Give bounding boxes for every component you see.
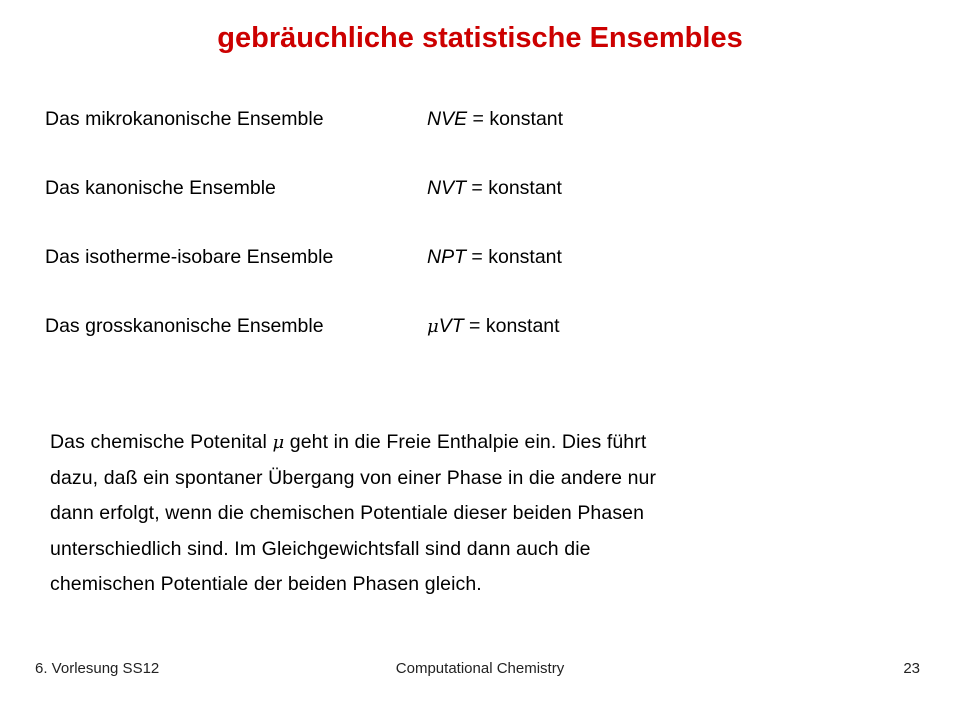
ensemble-row xyxy=(45,242,645,311)
paragraph-line: dazu, daß ein spontaner Übergang von einer Phase in die andere nur xyxy=(50,466,657,489)
paragraph-text: geht in die Freie Enthalpie ein. Dies führt xyxy=(284,431,647,453)
ensemble-row xyxy=(45,173,645,242)
paragraph-line: chemischen Potentiale der beiden Phasen gleich. xyxy=(50,573,482,595)
ensemble-name: Das kanonische Ensemble xyxy=(45,177,276,199)
mu-symbol: μ xyxy=(272,432,285,453)
paragraph-line: unterschiedlich sind. Im Gleichgewichtsfall sind dann auch die xyxy=(50,537,591,560)
explanation-paragraph xyxy=(50,425,810,603)
ensemble-name: Das grosskanonische Ensemble xyxy=(45,315,324,337)
ensemble-formula xyxy=(427,104,563,134)
ensemble-suffix: = konstant xyxy=(467,108,564,130)
ensemble-suffix: = konstant xyxy=(466,246,562,268)
ensemble-variables: NVT xyxy=(427,177,466,199)
ensemble-variables: NVE xyxy=(427,108,468,130)
paragraph-line: dann erfolgt, wenn die chemischen Potentiale dieser beiden Phasen xyxy=(50,502,645,524)
ensemble-suffix: = konstant xyxy=(466,177,562,199)
ensemble-name: Das mikrokanonische Ensemble xyxy=(45,108,324,130)
ensemble-formula xyxy=(427,311,560,342)
footer-lecture: 6. Vorlesung SS12 xyxy=(35,660,160,677)
ensemble-row xyxy=(45,104,645,173)
ensemble-variables: VT xyxy=(438,315,464,337)
page-number: 23 xyxy=(903,660,920,677)
ensemble-list xyxy=(45,104,645,380)
paragraph-line xyxy=(50,425,810,461)
ensemble-formula xyxy=(427,173,562,203)
ensemble-suffix: = konstant xyxy=(463,315,560,337)
ensemble-row xyxy=(45,311,645,380)
slide-title: gebräuchliche statistische Ensembles xyxy=(217,22,743,54)
paragraph-text: Das chemische Potenital xyxy=(50,431,273,453)
footer-course: Computational Chemistry xyxy=(395,660,565,677)
ensemble-formula xyxy=(427,242,562,272)
ensemble-name: Das isotherme-isobare Ensemble xyxy=(45,246,334,268)
mu-symbol: μ xyxy=(427,316,439,337)
ensemble-variables: NPT xyxy=(427,246,466,268)
